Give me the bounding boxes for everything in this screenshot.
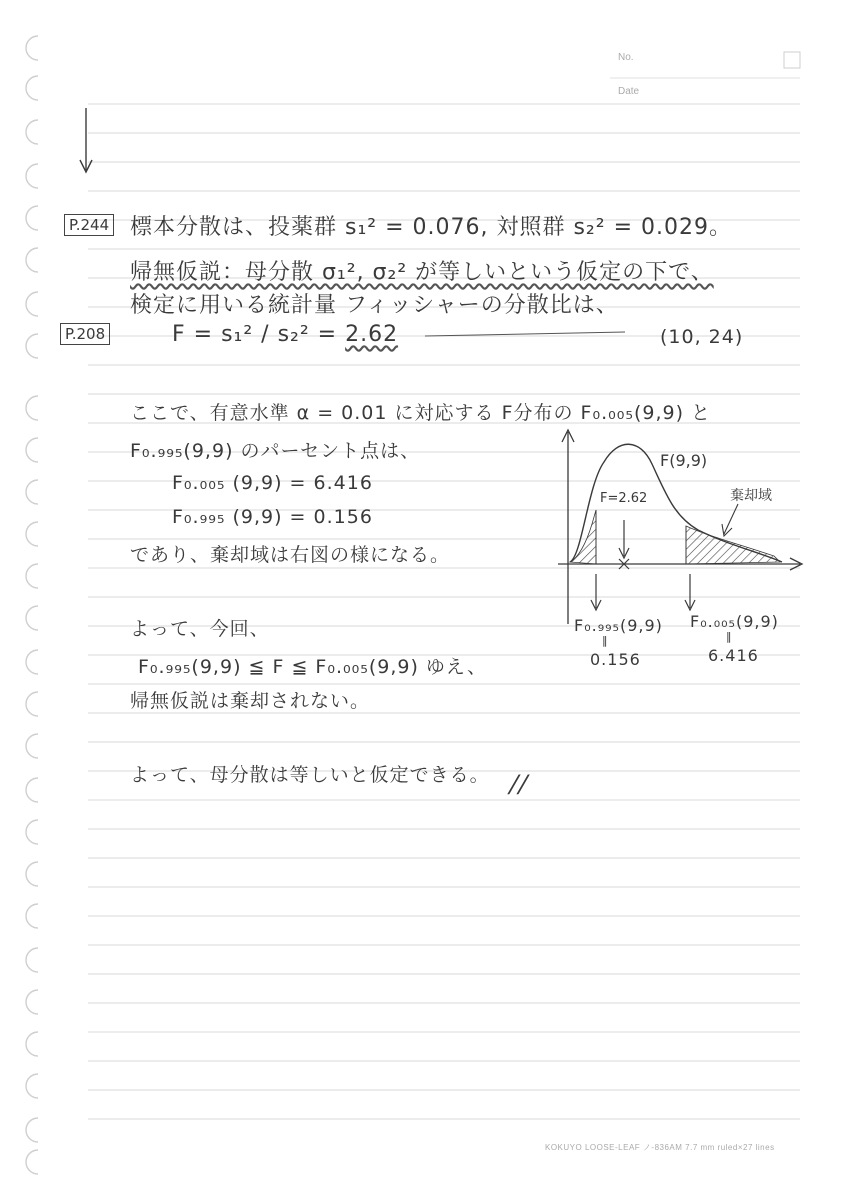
paper-footer: KOKUYO LOOSE-LEAF ノ-836AM 7.7 mm ruled×27 lines: [545, 1143, 775, 1152]
curve-label: F(9,9): [660, 451, 708, 470]
inequality-line: F₀.₉₉₅(9,9) ≦ F ≦ F₀.₀₀₅(9,9) ゆえ、: [138, 656, 488, 678]
null-hypothesis-line: 帰無仮説：母分散 σ₁², σ₂² が等しいという仮定の下で、: [130, 260, 714, 285]
f-formula: [172, 322, 398, 347]
conclusion-intro: よって、今回、: [130, 618, 270, 640]
lower-equals-mark: ‖: [602, 634, 609, 647]
upper-critical-value: 6.416: [708, 646, 759, 665]
critical-point-arrows: [591, 574, 695, 610]
f-value: 2.62: [345, 322, 399, 347]
f-formula-prefix: F = s₁² / s₂² =: [172, 322, 346, 347]
upper-equals-mark: ‖: [726, 630, 733, 643]
end-mark: //: [506, 770, 532, 798]
reject-pointer: [722, 504, 738, 536]
f-statistic-marker: [619, 520, 629, 569]
f-marker-label: F=2.62: [600, 491, 648, 506]
not-rejected-line: 帰無仮説は棄却されない。: [130, 690, 371, 712]
final-conclusion-line: よって、母分散は等しいと仮定できる。: [130, 764, 490, 786]
rejection-region-line: であり、棄却域は右図の様になる。: [130, 544, 451, 566]
lower-rejection-region: [570, 510, 596, 564]
reject-label: 棄却域: [730, 488, 772, 504]
sample-variance-line: 標本分散は、投薬群 s₁² = 0.076, 対照群 s₂² = 0.029。: [130, 215, 732, 240]
no-label: No.: [618, 52, 634, 63]
date-label: Date: [618, 86, 640, 97]
upper-point-value: F₀.₀₀₅ (9,9) = 6.416: [172, 472, 373, 494]
percent-point-line: F₀.₉₉₅(9,9) のパーセント点は、: [130, 440, 421, 462]
page-ref-244: P.244: [64, 214, 114, 236]
upper-critical-label: F₀.₀₀₅(9,9): [690, 612, 779, 631]
significance-line: ここで、有意水準 α = 0.01 に対応する F分布の F₀.₀₀₅(9,9) と: [130, 402, 712, 424]
f-reference: (10, 24): [660, 326, 744, 348]
lower-critical-label: F₀.₉₉₅(9,9): [574, 616, 663, 635]
lower-critical-value: 0.156: [590, 650, 641, 669]
statistic-intro-line: 検定に用いる統計量 フィッシャーの分散比は、: [130, 293, 619, 318]
lower-point-value: F₀.₉₉₅ (9,9) = 0.156: [172, 506, 373, 528]
page-ref-208: P.208: [60, 323, 110, 345]
